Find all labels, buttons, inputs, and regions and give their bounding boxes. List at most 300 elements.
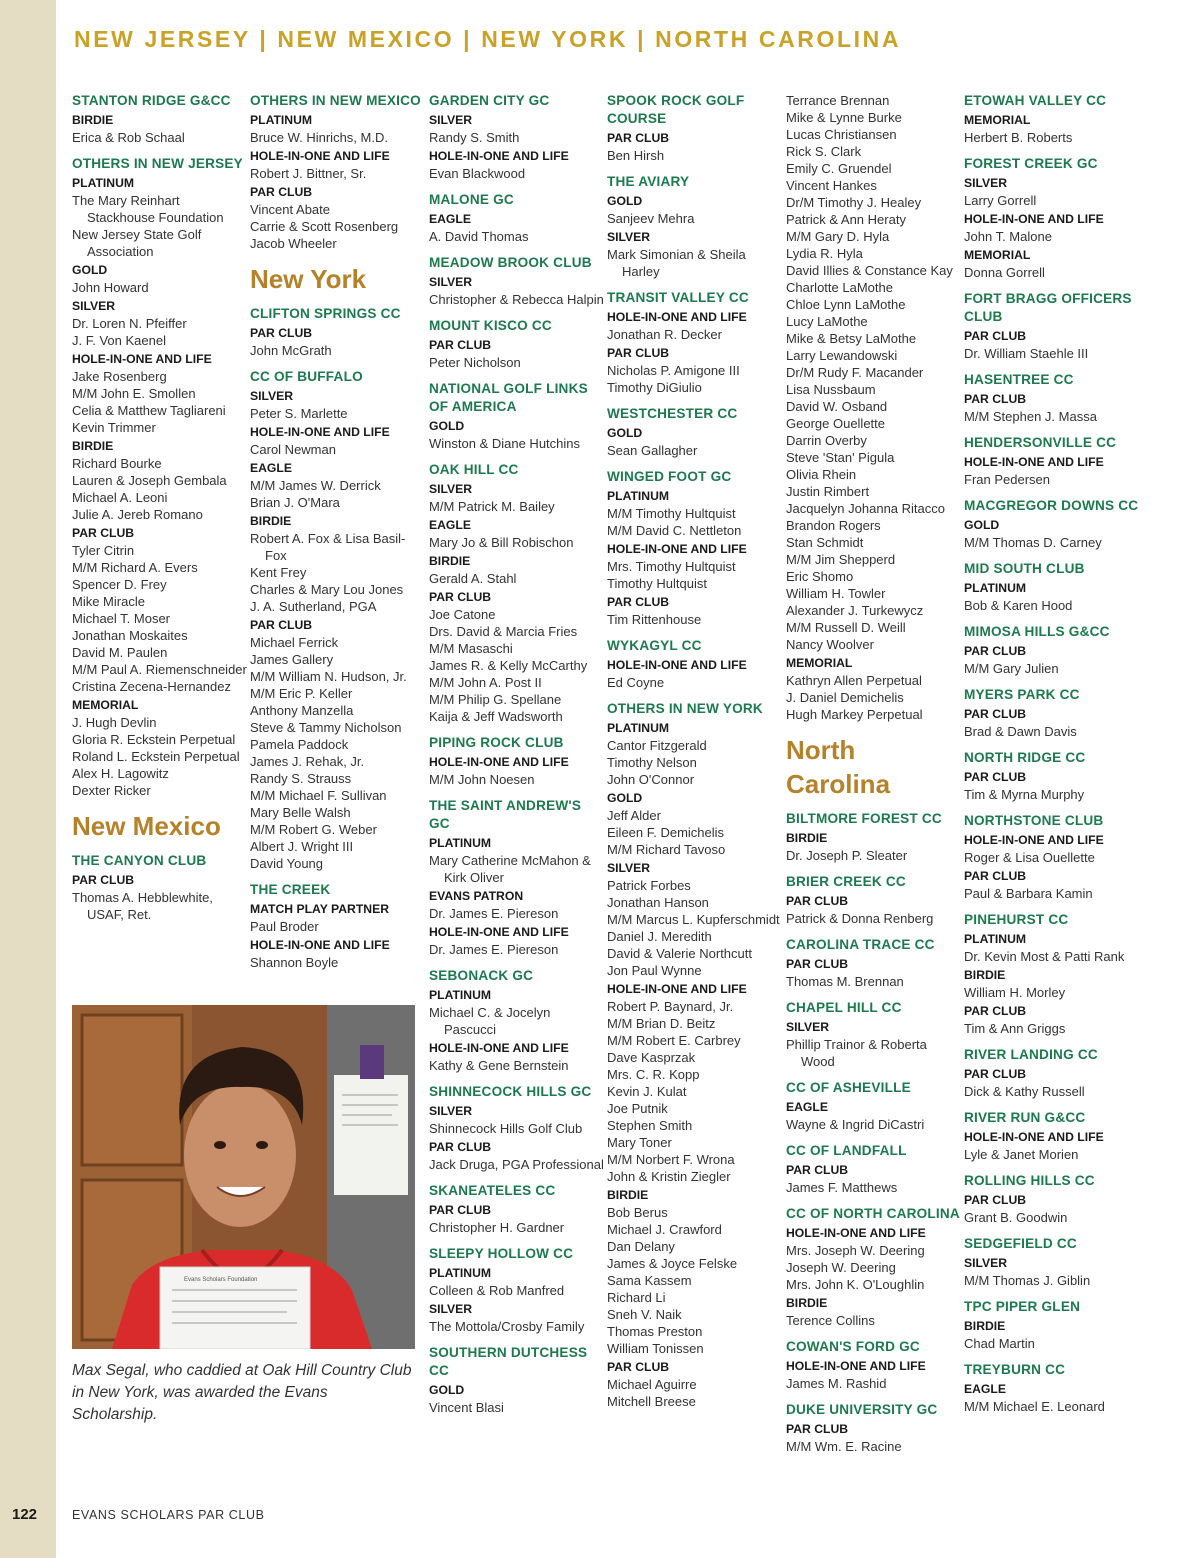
giving-level: PAR CLUB [964, 770, 1027, 784]
donor-name: Michael J. Crawford [607, 1222, 722, 1237]
giving-level: PLATINUM [607, 489, 670, 503]
donor-name: Alexander J. Turkewycz [786, 603, 924, 618]
donor-name: Jonathan R. Decker [607, 327, 722, 342]
club-name: PINEHURST CC [964, 912, 1069, 927]
donor-name: Timothy Nelson [607, 755, 697, 770]
club-name: MIMOSA HILLS G&CC [964, 624, 1110, 639]
club-name: THE CREEK [250, 882, 331, 897]
donor-name: Mark Simonian & Sheila Harley [607, 247, 746, 279]
giving-level: PAR CLUB [786, 1163, 849, 1177]
donor-name: Kent Frey [250, 565, 307, 580]
giving-level: BIRDIE [250, 514, 292, 528]
giving-level: SILVER [429, 275, 473, 289]
giving-level: SILVER [964, 176, 1008, 190]
giving-level: MATCH PLAY PARTNER [250, 902, 390, 916]
donor-name: Timothy DiGiulio [607, 380, 702, 395]
donor-name: Joe Catone [429, 607, 496, 622]
donor-name: Wayne & Ingrid DiCastri [786, 1117, 925, 1132]
club-name: NORTHSTONE CLUB [964, 813, 1104, 828]
donor-name: Larry Lewandowski [786, 348, 898, 363]
giving-level: HOLE-IN-ONE AND LIFE [786, 1359, 926, 1373]
giving-level: PLATINUM [607, 721, 670, 735]
club-name: STANTON RIDGE G&CC [72, 93, 231, 108]
donor-name: Lucy LaMothe [786, 314, 868, 329]
donor-name: Kathryn Allen Perpetual [786, 673, 922, 688]
donor-name: Erica & Rob Schaal [72, 130, 185, 145]
club-name: ROLLING HILLS CC [964, 1173, 1095, 1188]
giving-level: PAR CLUB [250, 326, 313, 340]
donor-name: Ed Coyne [607, 675, 665, 690]
donor-name: Jacob Wheeler [250, 236, 337, 251]
donor-name: Lyle & Janet Morien [964, 1147, 1079, 1162]
donor-name: James R. & Kelly McCarthy [429, 658, 588, 673]
donor-name: Dexter Ricker [72, 783, 151, 798]
donor-name: M/M Timothy Hultquist [607, 506, 736, 521]
giving-level: BIRDIE [429, 554, 471, 568]
donor-name: Larry Gorrell [964, 193, 1037, 208]
club-name: MACGREGOR DOWNS CC [964, 498, 1139, 513]
club-name: WINGED FOOT GC [607, 469, 732, 484]
giving-level: GOLD [429, 419, 465, 433]
giving-level: PAR CLUB [429, 590, 492, 604]
giving-level: HOLE-IN-ONE AND LIFE [429, 925, 569, 939]
donor-name: Stan Schmidt [786, 535, 864, 550]
giving-level: HOLE-IN-ONE AND LIFE [607, 310, 747, 324]
donor-name: Vincent Hankes [786, 178, 877, 193]
donor-name: Mike & Lynne Burke [786, 110, 902, 125]
giving-level: EAGLE [964, 1382, 1006, 1396]
region-heading: New Mexico [72, 811, 221, 841]
giving-level: HOLE-IN-ONE AND LIFE [250, 149, 390, 163]
donor-name: Dr/M Rudy F. Macander [786, 365, 924, 380]
donor-name: Brandon Rogers [786, 518, 881, 533]
donor-name: Jake Rosenberg [72, 369, 167, 384]
donor-name: New Jersey State Golf Association [72, 227, 202, 259]
club-name: NATIONAL GOLF LINKS OF AMERICA [429, 381, 588, 414]
giving-level: SILVER [72, 299, 116, 313]
donor-name: The Mottola/Crosby Family [429, 1319, 585, 1334]
donor-name: M/M Jim Shepperd [786, 552, 896, 567]
donor-name: James J. Rehak, Jr. [250, 754, 365, 769]
giving-level: MEMORIAL [72, 698, 139, 712]
donor-name: Jack Druga, PGA Professional [429, 1157, 604, 1172]
giving-level: BIRDIE [72, 439, 114, 453]
donor-name: Ben Hirsh [607, 148, 665, 163]
donor-name: Robert J. Bittner, Sr. [250, 166, 367, 181]
donor-name: Paul & Barbara Kamin [964, 886, 1093, 901]
giving-level: SILVER [607, 230, 651, 244]
column-1 [72, 92, 248, 923]
donor-name: Randy S. Strauss [250, 771, 352, 786]
donor-name: M/M Wm. E. Racine [786, 1439, 902, 1454]
donor-name: Carrie & Scott Rosenberg [250, 219, 399, 234]
club-name: GARDEN CITY GC [429, 93, 550, 108]
giving-level: EVANS PATRON [429, 889, 524, 903]
donor-name: M/M James W. Derrick [250, 478, 381, 493]
donor-name: Terrance Brennan [786, 93, 890, 108]
club-name: MALONE GC [429, 192, 514, 207]
club-name: CC OF LANDFALL [786, 1143, 907, 1158]
donor-name: David Young [250, 856, 324, 871]
donor-name: Jacquelyn Johanna Ritacco [786, 501, 945, 516]
donor-name: John T. Malone [964, 229, 1052, 244]
donor-name: Pamela Paddock [250, 737, 349, 752]
donor-name: A. David Thomas [429, 229, 529, 244]
giving-level: GOLD [72, 263, 108, 277]
donor-name: Vincent Blasi [429, 1400, 504, 1415]
column-6 [964, 92, 1140, 1415]
club-name: WYKAGYL CC [607, 638, 702, 653]
donor-name: Justin Rimbert [786, 484, 870, 499]
scholar-photo-image [72, 1005, 415, 1349]
donor-name: Bob & Karen Hood [964, 598, 1073, 613]
club-name: COWAN'S FORD GC [786, 1339, 920, 1354]
giving-level: PAR CLUB [964, 1004, 1027, 1018]
giving-level: PLATINUM [250, 113, 313, 127]
donor-name: Christopher H. Gardner [429, 1220, 565, 1235]
donor-name: David W. Osband [786, 399, 888, 414]
giving-level: PAR CLUB [964, 869, 1027, 883]
club-name: SPOOK ROCK GOLF COURSE [607, 93, 745, 126]
donor-name: Jon Paul Wynne [607, 963, 702, 978]
donor-name: Roger & Lisa Ouellette [964, 850, 1095, 865]
donor-name: Fran Pedersen [964, 472, 1050, 487]
giving-level: HOLE-IN-ONE AND LIFE [607, 542, 747, 556]
giving-level: HOLE-IN-ONE AND LIFE [429, 755, 569, 769]
donor-name: Sneh V. Naik [607, 1307, 682, 1322]
scholar-photo [72, 1005, 415, 1349]
club-name: MEADOW BROOK CLUB [429, 255, 592, 270]
donor-name: Thomas M. Brennan [786, 974, 904, 989]
left-margin-band [0, 0, 56, 1558]
giving-level: SILVER [250, 389, 294, 403]
donor-name: Michael Ferrick [250, 635, 339, 650]
giving-level: HOLE-IN-ONE AND LIFE [964, 1130, 1104, 1144]
giving-level: SILVER [607, 861, 651, 875]
giving-level: EAGLE [429, 212, 471, 226]
giving-level: HOLE-IN-ONE AND LIFE [429, 1041, 569, 1055]
club-name: WESTCHESTER CC [607, 406, 738, 421]
donor-name: Charlotte LaMothe [786, 280, 893, 295]
donor-name: Paul Broder [250, 919, 319, 934]
donor-name: Richard Bourke [72, 456, 162, 471]
donor-name: M/M Marcus L. Kupferschmidt [607, 912, 780, 927]
donor-name: Sanjeev Mehra [607, 211, 695, 226]
donor-name: Cristina Zecena-Hernandez [72, 679, 231, 694]
club-name: OTHERS IN NEW JERSEY [72, 156, 243, 171]
donor-name: Mitchell Breese [607, 1394, 696, 1409]
club-name: OTHERS IN NEW MEXICO [250, 93, 421, 108]
donor-name: Tim & Ann Griggs [964, 1021, 1066, 1036]
club-name: OAK HILL CC [429, 462, 519, 477]
donor-name: Charles & Mary Lou Jones [250, 582, 404, 597]
donor-name: Emily C. Gruendel [786, 161, 892, 176]
club-name: NORTH RIDGE CC [964, 750, 1086, 765]
club-name: BILTMORE FOREST CC [786, 811, 942, 826]
donor-name: M/M Richard A. Evers [72, 560, 198, 575]
donor-name: Shinnecock Hills Golf Club [429, 1121, 583, 1136]
donor-name: James & Joyce Felske [607, 1256, 738, 1271]
donor-name: James F. Matthews [786, 1180, 898, 1195]
donor-name: Chad Martin [964, 1336, 1035, 1351]
donor-name: Peter S. Marlette [250, 406, 348, 421]
donor-name: M/M Robert G. Weber [250, 822, 377, 837]
giving-level: SILVER [964, 1256, 1008, 1270]
giving-level: PAR CLUB [250, 618, 313, 632]
giving-level: BIRDIE [786, 831, 828, 845]
donor-name: Bruce W. Hinrichs, M.D. [250, 130, 388, 145]
donor-name: Nancy Woolver [786, 637, 874, 652]
donor-name: Carol Newman [250, 442, 336, 457]
donor-name: David & Valerie Northcutt [607, 946, 752, 961]
donor-name: M/M Richard Tavoso [607, 842, 726, 857]
donor-name: David Illies & Constance Kay [786, 263, 953, 278]
donor-name: Mrs. John K. O'Loughlin [786, 1277, 925, 1292]
club-name: CHAPEL HILL CC [786, 1000, 902, 1015]
giving-level: HOLE-IN-ONE AND LIFE [72, 352, 212, 366]
donor-name: M/M Michael F. Sullivan [250, 788, 387, 803]
donor-name: M/M John Noesen [429, 772, 535, 787]
donor-name: M/M Gary D. Hyla [786, 229, 890, 244]
donor-name: Gerald A. Stahl [429, 571, 517, 586]
giving-level: HOLE-IN-ONE AND LIFE [964, 833, 1104, 847]
giving-level: PAR CLUB [964, 707, 1027, 721]
giving-level: PAR CLUB [786, 957, 849, 971]
donor-name: Joe Putnik [607, 1101, 668, 1116]
giving-level: PAR CLUB [250, 185, 313, 199]
donor-name: John & Kristin Ziegler [607, 1169, 731, 1184]
giving-level: HOLE-IN-ONE AND LIFE [607, 982, 747, 996]
donor-name: Dave Kasprzak [607, 1050, 696, 1065]
donor-name: Mary Belle Walsh [250, 805, 351, 820]
donor-name: Mrs. C. R. Kopp [607, 1067, 700, 1082]
donor-name: Brian J. O'Mara [250, 495, 340, 510]
donor-name: Darrin Overby [786, 433, 867, 448]
donor-name: Cantor Fitzgerald [607, 738, 707, 753]
donor-name: Alex H. Lagowitz [72, 766, 169, 781]
donor-name: M/M Norbert F. Wrona [607, 1152, 735, 1167]
donor-name: M/M Masaschi [429, 641, 513, 656]
donor-name: Steve & Tammy Nicholson [250, 720, 402, 735]
club-name: TRANSIT VALLEY CC [607, 290, 749, 305]
giving-level: BIRDIE [964, 968, 1006, 982]
donor-name: Patrick & Ann Heraty [786, 212, 906, 227]
donor-name: Dan Delany [607, 1239, 675, 1254]
donor-name: J. F. Von Kaenel [72, 333, 166, 348]
club-name: CLIFTON SPRINGS CC [250, 306, 401, 321]
photo-letter-heading: Evans Scholars Foundation [184, 1277, 258, 1283]
donor-name: Mary Catherine McMahon & Kirk Oliver [429, 853, 591, 885]
club-name: MOUNT KISCO CC [429, 318, 552, 333]
giving-level: PAR CLUB [607, 131, 670, 145]
donor-name: J. Hugh Devlin [72, 715, 157, 730]
column-3 [429, 92, 605, 1416]
donor-name: James M. Rashid [786, 1376, 887, 1391]
donor-name: Dick & Kathy Russell [964, 1084, 1085, 1099]
donor-name: M/M Thomas D. Carney [964, 535, 1102, 550]
donor-name: Dr. Loren N. Pfeiffer [72, 316, 187, 331]
donor-name: Colleen & Rob Manfred [429, 1283, 565, 1298]
giving-level: PAR CLUB [964, 1067, 1027, 1081]
giving-level: PAR CLUB [429, 1203, 492, 1217]
donor-name: Terence Collins [786, 1313, 875, 1328]
donor-name: Chloe Lynn LaMothe [786, 297, 906, 312]
giving-level: PAR CLUB [429, 1140, 492, 1154]
donor-name: M/M Brian D. Beitz [607, 1016, 716, 1031]
giving-level: PLATINUM [429, 1266, 492, 1280]
donor-name: Robert P. Baynard, Jr. [607, 999, 734, 1014]
club-name: HENDERSONVILLE CC [964, 435, 1117, 450]
page-header: NEW JERSEY | NEW MEXICO | NEW YORK | NORTH CAROLINA [74, 26, 902, 52]
giving-level: EAGLE [250, 461, 292, 475]
donor-name: John O'Connor [607, 772, 695, 787]
club-name: BRIER CREEK CC [786, 874, 906, 889]
donor-name: Mike & Betsy LaMothe [786, 331, 917, 346]
club-name: RIVER LANDING CC [964, 1047, 1098, 1062]
giving-level: BIRDIE [607, 1188, 649, 1202]
donor-name: Brad & Dawn Davis [964, 724, 1077, 739]
donor-name: Albert J. Wright III [250, 839, 354, 854]
giving-level: PLATINUM [429, 988, 492, 1002]
donor-name: Kevin Trimmer [72, 420, 156, 435]
donor-name: Joseph W. Deering [786, 1260, 896, 1275]
club-name: DUKE UNIVERSITY GC [786, 1402, 938, 1417]
donor-name: Drs. David & Marcia Fries [429, 624, 578, 639]
donor-name: Mrs. Timothy Hultquist [607, 559, 736, 574]
giving-level: PAR CLUB [964, 1193, 1027, 1207]
donor-name: Olivia Rhein [786, 467, 857, 482]
donor-name: Lisa Nussbaum [786, 382, 876, 397]
region-heading: North Carolina [786, 735, 891, 799]
giving-level: GOLD [607, 426, 643, 440]
giving-level: SILVER [429, 113, 473, 127]
donor-name: Michael C. & Jocelyn Pascucci [429, 1005, 551, 1037]
donor-name: M/M John A. Post II [429, 675, 542, 690]
giving-level: PAR CLUB [72, 526, 135, 540]
donor-name: Spencer D. Frey [72, 577, 167, 592]
donor-name: Michael Aguirre [607, 1377, 697, 1392]
donor-name: Dr. Kevin Most & Patti Rank [964, 949, 1125, 964]
donor-name: Vincent Abate [250, 202, 330, 217]
donor-name: William Tonissen [607, 1341, 704, 1356]
donor-name: Christopher & Rebecca Halpin [429, 292, 604, 307]
donor-name: Dr. Joseph P. Sleater [786, 848, 908, 863]
donor-name: M/M Thomas J. Giblin [964, 1273, 1091, 1288]
donor-name: M/M Robert E. Carbrey [607, 1033, 741, 1048]
club-name: THE SAINT ANDREW'S GC [429, 798, 582, 831]
donor-name: Mary Toner [607, 1135, 672, 1150]
club-name: HASENTREE CC [964, 372, 1074, 387]
donor-name: Timothy Hultquist [607, 576, 707, 591]
donor-name: James Gallery [250, 652, 334, 667]
donor-name: Eric Shomo [786, 569, 854, 584]
page-number: 122 [12, 1506, 38, 1523]
donor-name: M/M Michael E. Leonard [964, 1399, 1105, 1414]
club-name: OTHERS IN NEW YORK [607, 701, 763, 716]
giving-level: PLATINUM [964, 581, 1027, 595]
club-name: CC OF ASHEVILLE [786, 1080, 911, 1095]
giving-level: PAR CLUB [607, 595, 670, 609]
club-name: MYERS PARK CC [964, 687, 1080, 702]
donor-name: Steve 'Stan' Pigula [786, 450, 895, 465]
donor-name: Randy S. Smith [429, 130, 520, 145]
donor-name: Peter Nicholson [429, 355, 521, 370]
donor-name: Patrick & Donna Renberg [786, 911, 934, 926]
giving-level: PAR CLUB [607, 1360, 670, 1374]
giving-level: PLATINUM [429, 836, 492, 850]
giving-level: SILVER [429, 1302, 473, 1316]
donor-name: Jeff Alder [607, 808, 661, 823]
donor-name: M/M John E. Smollen [72, 386, 196, 401]
giving-level: PAR CLUB [786, 1422, 849, 1436]
donor-name: Mike Miracle [72, 594, 145, 609]
donor-name: Winston & Diane Hutchins [429, 436, 581, 451]
photo-caption: Max Segal, who caddied at Oak Hill Country Club in New York, was awarded the Evans Scholarship. [72, 1362, 412, 1423]
donor-name: Patrick Forbes [607, 878, 691, 893]
giving-level: GOLD [607, 194, 643, 208]
club-name: TPC PIPER GLEN [964, 1299, 1081, 1314]
donor-name: Robert A. Fox & Lisa Basil-Fox [250, 531, 406, 563]
donor-name: Thomas A. Hebblewhite, USAF, Ret. [72, 890, 213, 922]
donor-name: Tim & Myrna Murphy [964, 787, 1085, 802]
donor-name: Stephen Smith [607, 1118, 693, 1133]
club-name: PIPING ROCK CLUB [429, 735, 564, 750]
club-name: SKANEATELES CC [429, 1183, 556, 1198]
donor-name: Michael T. Moser [72, 611, 171, 626]
donor-name: Herbert B. Roberts [964, 130, 1073, 145]
giving-level: HOLE-IN-ONE AND LIFE [250, 425, 390, 439]
donor-name: David M. Paulen [72, 645, 168, 660]
donor-name: Roland L. Eckstein Perpetual [72, 749, 240, 764]
giving-level: HOLE-IN-ONE AND LIFE [250, 938, 390, 952]
giving-level: GOLD [429, 1383, 465, 1397]
donor-name: John McGrath [250, 343, 332, 358]
club-name: FOREST CREEK GC [964, 156, 1098, 171]
giving-level: MEMORIAL [786, 656, 853, 670]
donor-name: Tim Rittenhouse [607, 612, 702, 627]
donor-name: Dr. James E. Piereson [429, 942, 559, 957]
giving-level: PLATINUM [72, 176, 135, 190]
donor-name: George Ouellette [786, 416, 886, 431]
donor-name: Daniel J. Meredith [607, 929, 712, 944]
donor-name: M/M Russell D. Weill [786, 620, 906, 635]
club-name: RIVER RUN G&CC [964, 1110, 1086, 1125]
donor-name: Jonathan Moskaites [72, 628, 188, 643]
club-name: SHINNECOCK HILLS GC [429, 1084, 592, 1099]
club-name: ETOWAH VALLEY CC [964, 93, 1107, 108]
donor-name: M/M William N. Hudson, Jr. [250, 669, 407, 684]
donor-name: M/M Paul A. Riemenschneider [72, 662, 247, 677]
giving-level: BIRDIE [786, 1296, 828, 1310]
giving-level: GOLD [607, 791, 643, 805]
giving-level: EAGLE [786, 1100, 828, 1114]
giving-level: MEMORIAL [964, 113, 1031, 127]
giving-level: HOLE-IN-ONE AND LIFE [607, 658, 747, 672]
donor-name: Julie A. Jereb Romano [72, 507, 203, 522]
club-name: CAROLINA TRACE CC [786, 937, 935, 952]
donor-name: Michael A. Leoni [72, 490, 168, 505]
donor-name: The Mary Reinhart Stackhouse Foundation [72, 193, 224, 225]
giving-level: SILVER [429, 1104, 473, 1118]
donor-name: Anthony Manzella [250, 703, 354, 718]
giving-level: PAR CLUB [72, 873, 135, 887]
donor-name: Nicholas P. Amigone III [607, 363, 740, 378]
donor-name: Kaija & Jeff Wadsworth [429, 709, 563, 724]
donor-name: J. Daniel Demichelis [786, 690, 904, 705]
giving-level: HOLE-IN-ONE AND LIFE [964, 455, 1104, 469]
giving-level: PAR CLUB [964, 392, 1027, 406]
donor-name: Hugh Markey Perpetual [786, 707, 923, 722]
